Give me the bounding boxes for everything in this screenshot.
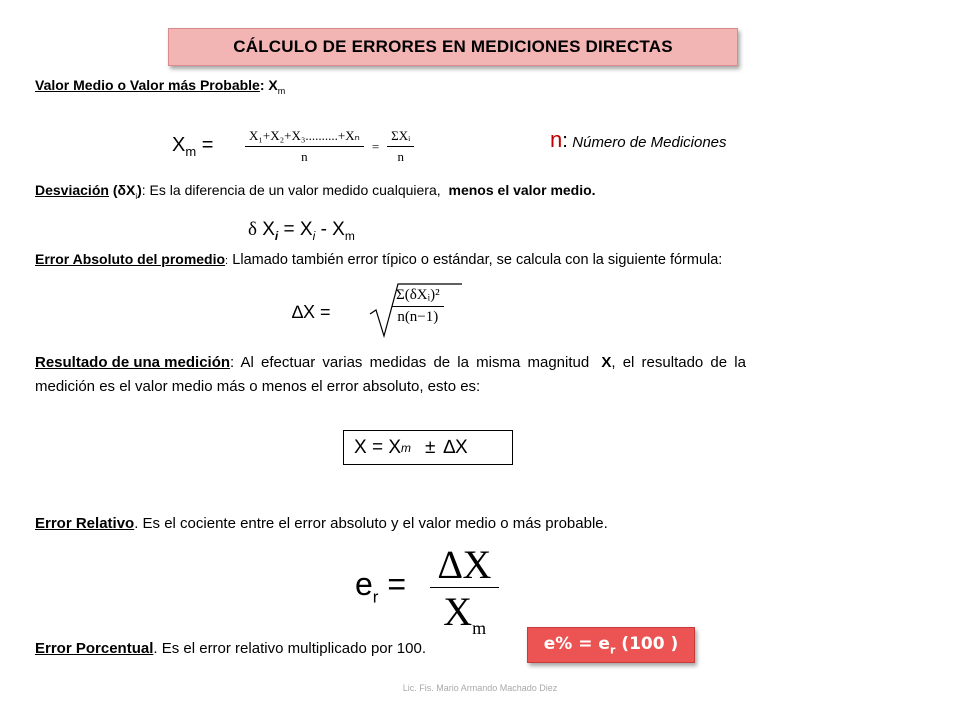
mean-eq2: = bbox=[371, 138, 380, 154]
result-dx: ∆X bbox=[443, 436, 468, 458]
valor-medio-label: Valor Medio o Valor más Probable bbox=[35, 77, 260, 93]
mean-sum-fraction bbox=[387, 128, 414, 165]
rel-den-x: X bbox=[443, 589, 473, 634]
dev-x: X bbox=[262, 219, 275, 240]
result-x: X = X bbox=[354, 436, 401, 458]
n-note bbox=[550, 127, 727, 153]
error-absoluto-line bbox=[35, 251, 722, 268]
rel-r: r bbox=[372, 587, 379, 607]
abs-numerator: Σ(δXᵢ)² bbox=[392, 287, 444, 307]
rel-den-sub: m bbox=[472, 618, 487, 638]
percent-formula bbox=[544, 634, 679, 656]
relative-formula-lhs bbox=[355, 566, 406, 607]
mean-sum-numerator: ΣXᵢ bbox=[387, 128, 414, 147]
desviacion-bold: menos el valor medio. bbox=[448, 182, 596, 198]
abs-formula bbox=[392, 287, 444, 326]
desviacion-line bbox=[35, 182, 596, 201]
dev-minus: - X bbox=[320, 219, 345, 240]
mean-formula-lhs bbox=[172, 134, 213, 159]
result-pm: ± bbox=[425, 436, 436, 458]
n-letter: n bbox=[550, 127, 563, 152]
dev-i: i bbox=[274, 228, 279, 243]
mean-lhs-x: X bbox=[172, 134, 186, 156]
footer-credit: Lic. Fis. Mario Armando Machado Diez bbox=[402, 683, 558, 693]
mean-lhs-sub: m bbox=[185, 144, 197, 159]
error-absoluto-text: Llamado también error típico o estándar, se calcula con la siguiente fórmula: bbox=[232, 252, 723, 268]
desviacion-symbol: (δX bbox=[112, 182, 136, 198]
resultado-label: Resultado de una medición bbox=[35, 354, 231, 371]
dev-delta: δ bbox=[248, 219, 257, 240]
mean-fraction bbox=[245, 128, 364, 165]
desviacion-end: ) bbox=[137, 182, 142, 198]
desviacion-label: Desviación bbox=[35, 182, 109, 198]
valor-medio-heading bbox=[35, 77, 285, 96]
mean-numerator: X₁+X₂+X₃..........+Xₙ bbox=[245, 128, 364, 147]
page-title: CÁLCULO DE ERRORES EN MEDICIONES DIRECTAS bbox=[233, 37, 673, 56]
rel-numerator: ∆X bbox=[430, 543, 499, 588]
mean-denominator: n bbox=[301, 149, 308, 164]
rel-denominator bbox=[443, 588, 486, 650]
error-porcentual-label: Error Porcentual bbox=[35, 640, 154, 657]
dev-eq: = X bbox=[283, 219, 313, 240]
valor-medio-symbol: X bbox=[268, 77, 278, 93]
mean-formula bbox=[245, 128, 414, 165]
mean-sum-denominator: n bbox=[397, 149, 404, 164]
pct-sub: r bbox=[609, 643, 616, 657]
mean-lhs-eq: = bbox=[201, 134, 214, 156]
relative-formula bbox=[430, 543, 499, 650]
percent-formula-box bbox=[527, 627, 695, 663]
error-relativo-text: . Es el cociente entre el error absoluto y el valor medio o más probable. bbox=[134, 515, 608, 532]
n-note-text: Número de Mediciones bbox=[572, 134, 727, 151]
title-banner bbox=[168, 28, 738, 66]
pct-lhs: e% = e bbox=[543, 633, 610, 654]
rel-eq: = bbox=[387, 566, 407, 602]
resultado-line2: medición es el valor medio más o menos el error absoluto, esto es: bbox=[35, 378, 481, 395]
result-m: m bbox=[401, 440, 411, 455]
error-absoluto-label: Error Absoluto del promedio bbox=[35, 251, 226, 267]
rel-e: e bbox=[355, 566, 373, 602]
result-formula-box bbox=[343, 430, 513, 465]
desviacion-text: : Es la diferencia de un valor medido cualquiera, bbox=[141, 182, 441, 198]
n-colon: : bbox=[562, 130, 568, 152]
resultado-text1: : Al efectuar varias medidas de la misma magnitud bbox=[230, 354, 590, 371]
resultado-line1 bbox=[35, 354, 921, 371]
resultado-text1-end: , el resultado de la bbox=[611, 354, 746, 371]
pct-rhs: (100 ) bbox=[621, 633, 679, 654]
deviation-formula bbox=[248, 219, 355, 243]
desviacion-sub: i bbox=[135, 191, 138, 201]
dev-i2: i bbox=[312, 228, 316, 243]
abs-formula-lhs: ∆X = bbox=[292, 302, 331, 322]
abs-fraction bbox=[392, 287, 444, 326]
error-absoluto-colon: : bbox=[225, 255, 229, 267]
dev-m: m bbox=[344, 228, 355, 243]
error-porcentual-line bbox=[35, 640, 426, 657]
error-relativo-label: Error Relativo bbox=[35, 515, 135, 532]
resultado-x: X bbox=[601, 354, 612, 371]
valor-medio-sub: m bbox=[277, 85, 286, 96]
abs-denominator: n(n−1) bbox=[397, 309, 439, 325]
error-porcentual-text: . Es el error relativo multiplicado por 100. bbox=[153, 640, 426, 657]
error-relativo-line bbox=[35, 515, 608, 532]
rel-fraction bbox=[430, 543, 499, 650]
valor-medio-colon: : bbox=[259, 77, 265, 93]
